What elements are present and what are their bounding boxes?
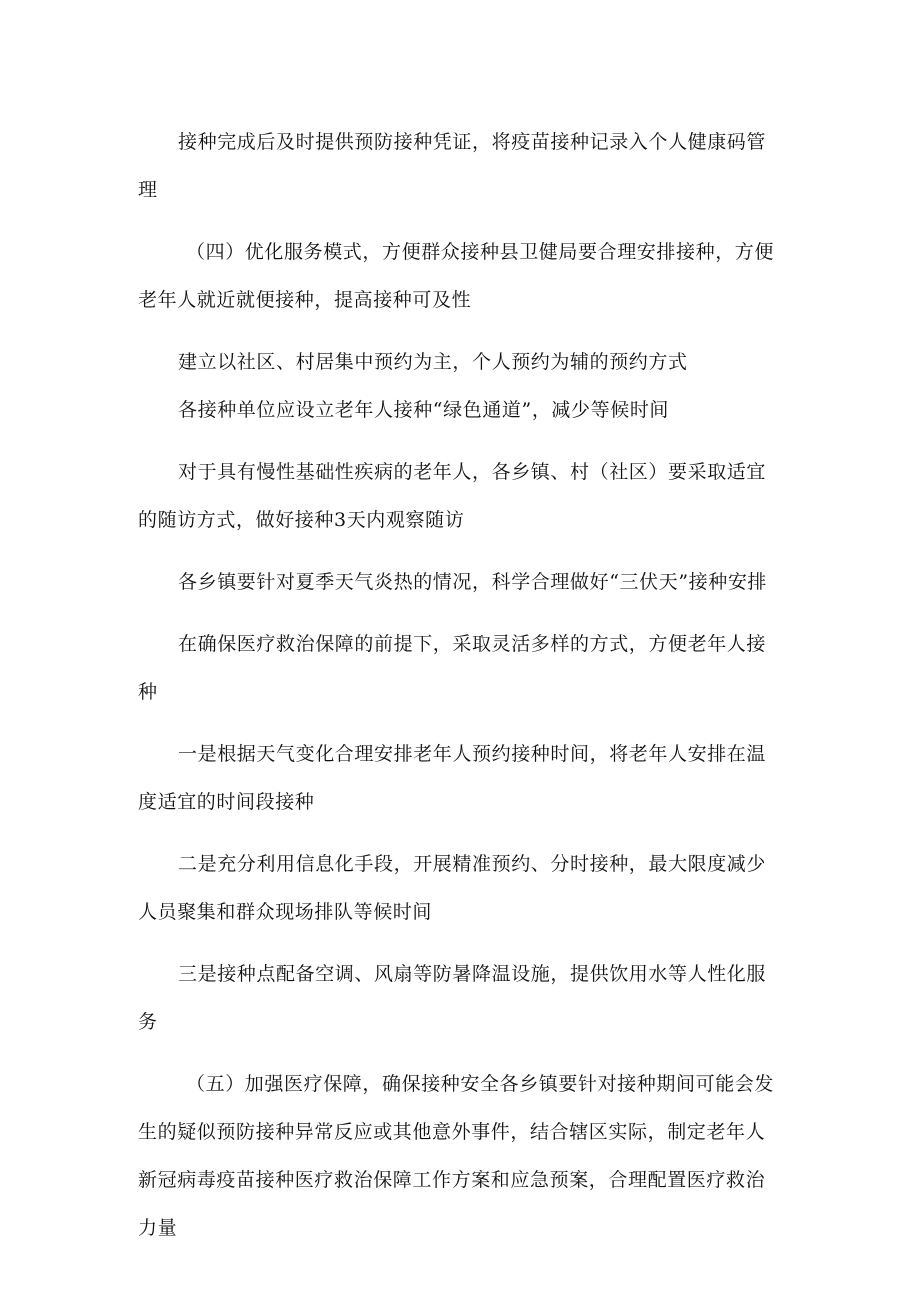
paragraph-point-one: 一是根据天气变化合理安排老年人预约接种时间，将老年人安排在温度适宜的时间段接种 <box>138 743 767 813</box>
paragraph-section-five: （五）加强医疗保障，确保接种安全各乡镇要针对接种期间可能会发生的疑似预防接种异常反应或其他意外事件，结合辖区实际，制定老年人新冠病毒疫苗接种医疗救治保障工作方案和应急预案，合理配置医疗救治力量 <box>138 1073 775 1239</box>
paragraph-point-three: 三是接种点配备空调、风扇等防暑降温设施，提供饮用水等人性化服务 <box>138 963 767 1033</box>
paragraph-point-two: 二是充分利用信息化手段，开展精准预约、分时接种，最大限度减少人员聚集和群众现场排队等候时间 <box>138 853 767 923</box>
paragraph-vaccination-certificate: 接种完成后及时提供预防接种凭证，将疫苗接种记录入个人健康码管理 <box>138 131 767 201</box>
paragraph-chronic-disease-follow-up: 对于具有慢性基础性疾病的老年人，各乡镇、村（社区）要采取适宜的随访方式，做好接种3天内观察随访 <box>138 461 767 531</box>
paragraph-summer-arrangement: 各乡镇要针对夏季天气炎热的情况，科学合理做好“三伏天”接种安排 <box>178 571 768 593</box>
paragraph-appointment-method: 建立以社区、村居集中预约为主，个人预约为辅的预约方式 <box>178 351 688 373</box>
paragraph-green-channel: 各接种单位应设立老年人接种“绿色通道”，减少等候时间 <box>178 399 670 421</box>
paragraph-flexible-methods: 在确保医疗救治保障的前提下，采取灵活多样的方式，方便老年人接种 <box>138 633 767 703</box>
paragraph-section-four: （四）优化服务模式，方便群众接种县卫健局要合理安排接种，方便老年人就近就便接种，提高接种可及性 <box>138 241 775 311</box>
